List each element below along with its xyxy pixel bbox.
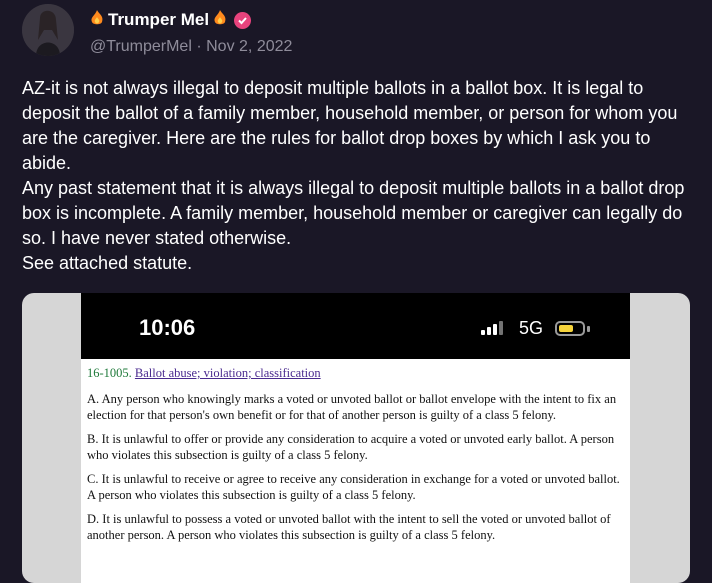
flame-icon bbox=[90, 10, 104, 30]
phone-screenshot bbox=[81, 293, 630, 583]
cellular-signal-icon bbox=[481, 321, 503, 335]
flame-icon bbox=[213, 10, 227, 30]
post-body bbox=[22, 76, 698, 276]
statute-section: B. It is unlawful to offer or provide any consideration to acquire a voted or unvoted early ballot. A person who violates this subsection is guilty of a class 5 felony. bbox=[87, 432, 615, 462]
separator: · bbox=[196, 38, 202, 55]
post-header bbox=[22, 4, 702, 60]
display-name[interactable]: Trumper Mel bbox=[108, 10, 210, 29]
statute-heading bbox=[87, 365, 627, 381]
status-time: 10:06 bbox=[139, 315, 196, 340]
verified-badge-icon bbox=[234, 12, 251, 29]
avatar-image bbox=[22, 4, 74, 56]
network-type: 5G bbox=[519, 318, 544, 338]
battery-cap bbox=[587, 326, 590, 332]
avatar[interactable] bbox=[22, 4, 74, 56]
status-bar bbox=[81, 293, 630, 359]
statute-number: 16-1005. bbox=[87, 366, 132, 380]
battery-level bbox=[559, 325, 573, 332]
handle-row bbox=[90, 38, 292, 56]
attached-image[interactable] bbox=[22, 293, 690, 583]
user-handle[interactable]: @TrumperMel bbox=[90, 38, 192, 55]
post-date[interactable]: Nov 2, 2022 bbox=[206, 38, 293, 55]
battery-icon bbox=[555, 321, 585, 336]
name-row bbox=[90, 10, 251, 30]
post-paragraph: Any past statement that it is always illegal to deposit multiple ballots in a ballot drop box is incomplete. A family member, household member or caregiver can legally do so. I have never stated otherwise. bbox=[22, 178, 685, 248]
statute-document bbox=[87, 365, 627, 551]
post-paragraph: See attached statute. bbox=[22, 253, 193, 273]
statute-section: C. It is unlawful to receive or agree to receive any consideration in exchange for a voted or unvoted ballot. A person who violates this subsection is guilty of a class 5 felony. bbox=[87, 472, 620, 502]
statute-title-link[interactable]: Ballot abuse; violation; classification bbox=[134, 366, 321, 380]
statute-section: D. It is unlawful to possess a voted or unvoted ballot with the intent to sell the voted or unvoted ballot of another person. A person who violates this subsection is guilty of a class 5 felony. bbox=[87, 512, 611, 542]
post-paragraph: AZ-it is not always illegal to deposit multiple ballots in a ballot box. It is legal to deposit the ballot of a family member, household member, or person for whom you are the caregiver. Here are the rules for ballot drop boxes by which I ask you to abide. bbox=[22, 78, 678, 173]
statute-section: A. Any person who knowingly marks a voted or unvoted ballot or ballot envelope with the intent to fix an election for that person's own benefit or for that of another person is guilty of a class 5 felony. bbox=[87, 392, 617, 422]
